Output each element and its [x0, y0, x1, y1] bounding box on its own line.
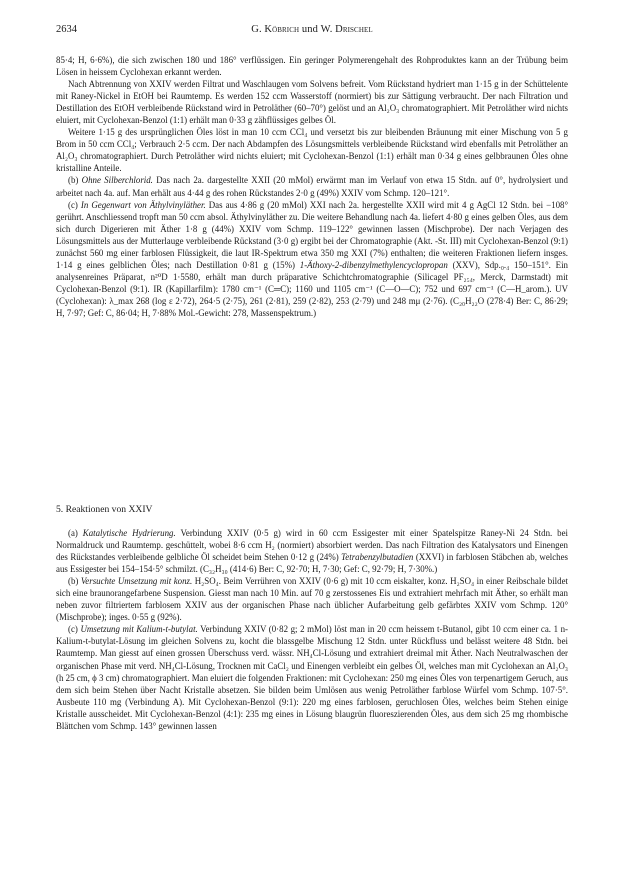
- running-header: [56, 24, 568, 38]
- author-connector: und: [301, 24, 318, 35]
- italic-text: Versuchte Umsetzung mit konz.: [80, 576, 193, 587]
- text-run: Verbindung XXIV (0·82 g; 2 mMol) löst man in 20 ccm heissem t-Butanol, gibt 10 ccm einer ca. 1 n-Kalium-t-butylat-Lösung im gleichen Solvens zu, kocht die blassgelbe Mischung 12 Stdn. unter Rückfluss und belässt weitere 48 Stdn. bei Raumtemp. Man giesst auf einen grossen Überschuss verd. wässr. NH₄Cl-Lösung und extrahiert dreimal mit Äther. Nach Neutralwaschen der organischen Phase mit verd. NH₄Cl-Lösung, Trocknen mit CaCl₂ und Einengen verbleibt ein gelbes Öl, welches man mit Cyclohexan an Al₂O₃ (h 25 cm, ϕ 3 cm) chromatographiert. Man eluiert die folgenden Fraktionen: mit Cyclohexan: 250 mg eines Öles von terpenartigem Geruch, aus dem sich beim Stehen über Nacht Kristalle absetzen. Sie bilden beim Umlösen aus wenig Petroläther farblose Würfel vom Schmp. 107·5°. Ausbeute 110 mg (Verbindung A). Mit Cyclohexan-Benzol (9:1): 220 mg eines farblosen, geruchlosen Öles, welches beim Stehen einige Kristalle ausscheidet. Mit Cyclohexan-Benzol (4:1): 235 mg eines in Lösung blaugrün fluoreszierenden Öles, aus dem sich 25 mg rhombische Blättchen vom Schmp. 143° gewinnen lassen: [56, 624, 568, 731]
- running-authors: [56, 24, 568, 35]
- body-text-bottom: [56, 527, 568, 732]
- text-run: 85·4; H, 6·6%), die sich zwischen 180 und 186° verflüssigen. Ein geringer Polymerengehalt des Rohproduktes kann an der Trübung beim Lösen in heissem Cyclohexan erkannt werden.: [56, 55, 568, 78]
- text-run: Weitere 1·15 g des ursprünglichen Öles löst in man 10 ccm CCl₄ und versetzt bis zur bleibenden Bräunung mit einer Mischung von 5 g Brom in 50 ccm CCl₄; Verbrauch 2·5 ccm. Der nach Abdampfen des Lösungsmittels verbleibende Rückstand wird ebenfalls mit Petroläther an Al₂O₃ chromatographiert. Durch Petroläther wird nichts eluiert; mit Cyclohexan-Benzol (1:1) erhält man 0·34 g eines gelbbraunen Öles ohne kristalline Anteile.: [56, 127, 568, 174]
- text-run: Das nach 2a. dargestellte XXII (20 mMol) erwärmt man im Verlauf von etwa 15 Stdn. auf 0°, hydrolysiert und arbeitet nach 4a. auf. Man erhält aus 4·44 g des rohen Rückstandes 2·0 g (49%) XXIV vom Schmp. 120–121°.: [56, 175, 568, 198]
- italic-text: 1-Äthoxy-2-dibenzylmethylencyclopropan: [299, 259, 448, 270]
- text-run: (XXV), Sdp.₀.₄ 150–151°. Ein analysenreines Präparat, n²⁰D 1·5580, erhält man durch präparative Schichtchromatographie (Silicagel PF₂₅₄, Merck, Darmstadt) mit Cyclohexan-Benzol (9:1). IR (Kapillarfilm): 1780 cm⁻¹ (C═C); 1160 und 1105 cm⁻¹ (C—O—C); 752 und 697 cm⁻¹ (C—H_arom.). UV (Cyclohexan): λ_max 268 (log ε 2·72), 264·5 (2·75), 261 (2·81), 259 (2·82), 253 (2·79) und 248 mμ (2·76). (C₂₀H₂₂O (278·4) Ber: C, 86·29; H, 7·97; Gef: C, 86·04; H, 7·88% Mol.-Gewicht: 278, Massenspektrum.): [56, 259, 568, 318]
- top-paragraph: [56, 174, 568, 198]
- author-2: W. Drischel: [320, 24, 373, 35]
- author-1: G. Köbrich: [251, 24, 300, 35]
- text-run: (c): [68, 624, 81, 635]
- top-paragraph: [56, 199, 568, 319]
- body-text-top: [56, 54, 568, 319]
- text-run: Verbindung XXIV (0·5 g) wird in 60 ccm Essigester mit einer Spatelspitze Raney-Ni 24 Stdn. bei Normaldruck und Raumtemp. geschüttelt, wobei 8·6 ccm H₂ (normiert) absorbiert werden. Das nach Filtration des Katalysators und Einengen des Rückstandes verbleibende gelbliche Öl scheidet beim Stehen 0·12 g (24%): [56, 528, 569, 563]
- text-run: H₂SO₄. Beim Verrühren von XXIV (0·6 g) mit 10 ccm eiskalter, konz. H₂SO₄ in einer Reibschale bildet sich eine braunorangefarbene Suspension. Giesst man nach 10 Min. auf 70 g zerstossenes Eis und extrahiert mehrfach mit Äther, so erhält man neben zuvor filtriertem farblosem XXIV aus der organischen Phase nach üblicher Aufarbeitung gelb gefärbtes XXIV vom Schmp. 120° (Mischprobe); inges. 0·55 g (92%).: [56, 576, 568, 623]
- text-run: Nach Abtrennung von XXIV werden Filtrat und Waschlaugen vom Solvens befreit. Vom Rückstand hydriert man 1·15 g in der Schüttelente mit Raney-Nickel in EtOH bei Raumtemp. Es werden 152 ccm Wasserstoff (normiert) bis zur Sättigung verbraucht. Der nach Filtration und Destillation des EtOH verbleibende Rückstand wird in Petroläther (60–70°) gelöst und an Al₂O₃ chromatographiert. Mit Petroläther wird nichts eluiert, mit Cyclohexan-Benzol (1:1) erhält man 0·33 g zähflüssiges gelbes Öl.: [56, 79, 568, 126]
- text-run: Das aus 4·86 g (20 mMol) XXI nach 2a. hergestellte XXII wird mit 4 g AgCl 12 Stdn. bei −108° gerührt. Anschliessend tropft man 50 ccm absol. Äthylvinyläther zu. Die weitere Behandlung nach 4a. liefert 4·80 g eines gelben Öles, aus dem sich durch Digerieren mit Äther 1·8 g (44%) XXIV vom Schmp. 119–122° gewinnen lassen (Mischprobe). Der nach Verjagen des Lösungsmittels aus der Mutterlauge verbleibende Rückstand (3·0 g) ergibt bei der Chromatographie (Akt. -St. III) mit Cyclohexan-Benzol (9:1) zunächst 560 mg einer farblosen Flüssigkeit, die laut IR-Spektrum etwa 350 mg XXI (7%) enthalten; die weiteren Fraktionen liefern insges. 1·14 g eines gelblichen Öles; nach Destillation 0·81 g (15%): [56, 199, 568, 270]
- text-run: (c): [68, 199, 81, 210]
- top-paragraph: [56, 78, 568, 126]
- bottom-paragraph: [56, 623, 568, 731]
- bottom-paragraph: [56, 527, 568, 575]
- bottom-paragraph: [56, 575, 568, 623]
- text-run: (b): [68, 175, 82, 186]
- top-paragraph: [56, 126, 568, 174]
- italic-text: Ohne Silberchlorid.: [81, 175, 153, 186]
- text-run: (XXVI) in farblosen Stäbchen ab, welches aus Essigester bei 154–154·5° schmilzt. (C₃₂H₃₀ (414·6) Ber: C, 92·70; H, 7·30; Gef: C, 92·79; H, 7·30%.): [56, 552, 568, 575]
- text-run: (a): [68, 528, 83, 538]
- italic-text: In Gegenwart von Äthylvinyläther.: [80, 199, 206, 210]
- italic-text: Katalytische Hydrierung.: [82, 528, 176, 538]
- page-number: 2634: [56, 24, 77, 35]
- top-paragraph: [56, 54, 568, 78]
- text-run: (b): [68, 576, 81, 587]
- italic-text: Tetrabenzylbutadien: [341, 552, 414, 563]
- italic-text: Umsetzung mit Kalium-t-butylat.: [80, 624, 198, 635]
- section-title: 5. Reaktionen von XXIV: [56, 504, 153, 515]
